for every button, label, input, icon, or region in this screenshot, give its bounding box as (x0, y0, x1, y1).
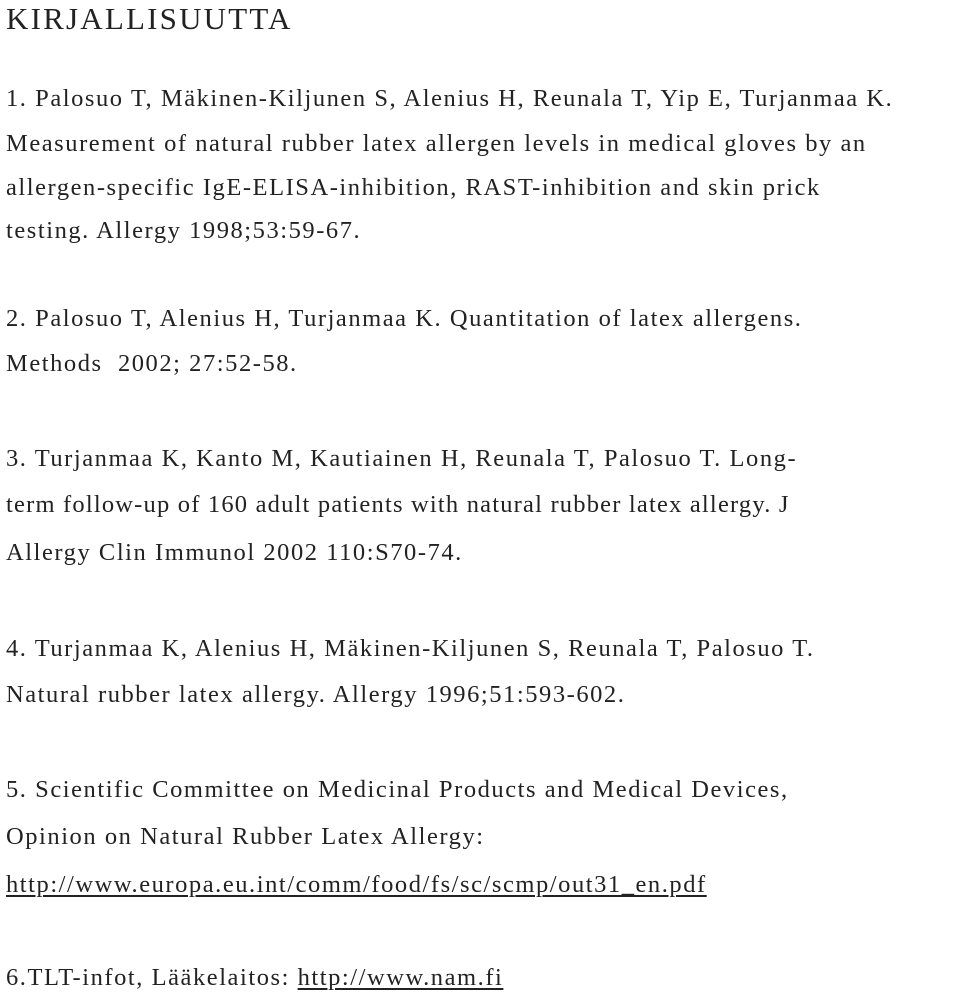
reference-5-link-line (6, 870, 707, 900)
reference-3-line-3: Allergy Clin Immunol 2002 110:S70-74. (6, 539, 463, 566)
reference-4-line-2: Natural rubber latex allergy. Allergy 1996;51:593-602. (6, 681, 626, 708)
reference-6-line (6, 963, 503, 993)
reference-5-link[interactable]: http://www.europa.eu.int/comm/food/fs/sc/scmp/out31_en.pdf (6, 871, 707, 898)
reference-6-prefix: 6.TLT-infot, Lääkelaitos: (6, 964, 298, 991)
reference-1-line-2: Measurement of natural rubber latex allergen levels in medical gloves by an (6, 130, 867, 157)
reference-5-line-2: Opinion on Natural Rubber Latex Allergy: (6, 823, 485, 850)
reference-5-line-1: 5. Scientific Committee on Medicinal Products and Medical Devices, (6, 776, 789, 803)
reference-6-link[interactable]: http://www.nam.fi (297, 964, 504, 991)
reference-1-line-3: allergen-specific IgE-ELISA-inhibition, RAST-inhibition and skin prick (6, 174, 821, 201)
reference-2-line-1: 2. Palosuo T, Alenius H, Turjanmaa K. Quantitation of latex allergens. (6, 305, 803, 332)
reference-3-line-1: 3. Turjanmaa K, Kanto M, Kautiainen H, Reunala T, Palosuo T. Long- (6, 445, 798, 472)
reference-3-line-2: term follow-up of 160 adult patients with natural rubber latex allergy. J (6, 491, 790, 518)
reference-1-line-1: 1. Palosuo T, Mäkinen-Kiljunen S, Alenius H, Reunala T, Yip E, Turjanmaa K. (6, 85, 894, 112)
reference-4-line-1: 4. Turjanmaa K, Alenius H, Mäkinen-Kiljunen S, Reunala T, Palosuo T. (6, 635, 815, 662)
reference-2-line-2: Methods 2002; 27:52-58. (6, 350, 298, 377)
page-title: KIRJALLISUUTTA (6, 1, 293, 36)
reference-1-line-4: testing. Allergy 1998;53:59-67. (6, 217, 362, 244)
